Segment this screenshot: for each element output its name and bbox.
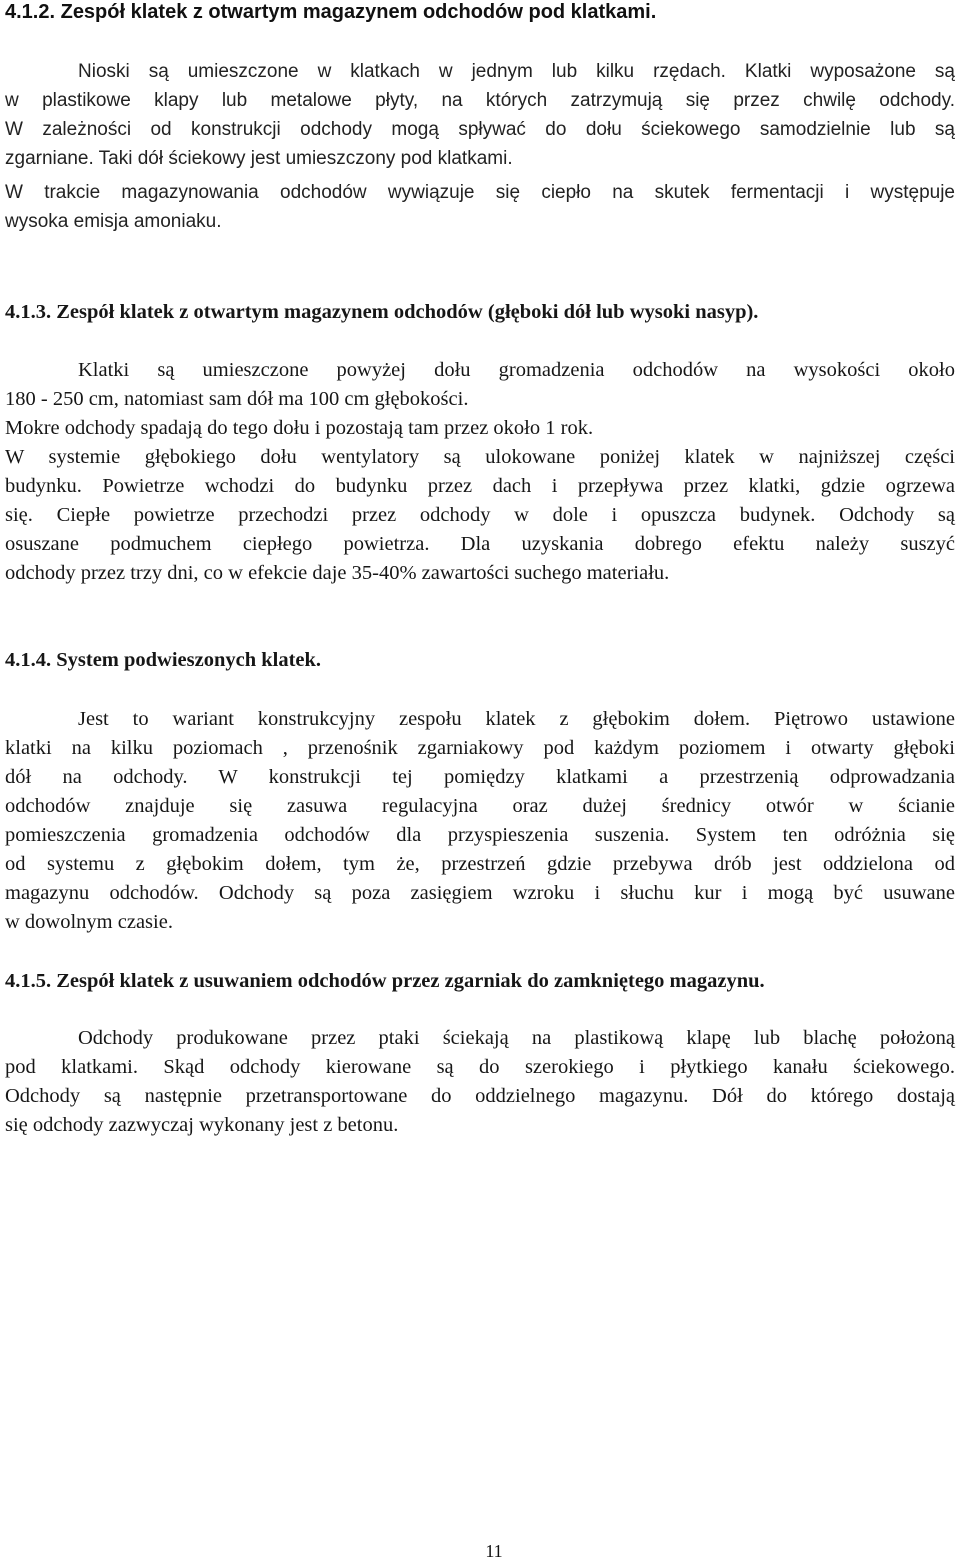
- section-heading-4-1-5: 4.1.5. Zespół klatek z usuwaniem odchodów przez zgarniak do zamkniętego magazynu.: [5, 970, 765, 992]
- section-heading-4-1-3: 4.1.3. Zespół klatek z otwartym magazynem odchodów (głęboki dół lub wysoki nasyp).: [5, 301, 759, 323]
- text-line: pomieszczenia gromadzenia odchodów dla przyspieszenia suszenia. System ten odróżnia się: [5, 824, 955, 846]
- text-line: budynku. Powietrze wchodzi do budynku przez dach i przepływa przez klatki, gdzie ogrzewa: [5, 475, 955, 497]
- text-line: dół na odchody. W konstrukcji tej pomiędzy klatkami a przestrzenią odprowadzania: [5, 766, 955, 788]
- text-line: Odchody produkowane przez ptaki ściekają na plastikową klapę lub blachę położoną: [78, 1027, 955, 1049]
- text-line: w plastikowe klapy lub metalowe płyty, na których zatrzymują się przez chwilę odchody.: [5, 90, 955, 111]
- section-heading-4-1-2: 4.1.2. Zespół klatek z otwartym magazynem odchodów pod klatkami.: [5, 1, 657, 23]
- text-line: w dowolnym czasie.: [5, 911, 173, 933]
- section-4-1-2-paragraph-1: [5, 57, 955, 173]
- text-line: od systemu z głębokim dołem, tym że, przestrzeń gdzie przebywa drób jest oddzielona od: [5, 853, 955, 875]
- page-number: 11: [485, 1541, 503, 1561]
- text-line: Jest to wariant konstrukcyjny zespołu klatek z głębokim dołem. Piętrowo ustawione: [78, 708, 955, 730]
- text-line: Klatki są umieszczone powyżej dołu gromadzenia odchodów na wysokości około: [78, 359, 955, 381]
- text-line: klatki na kilku poziomach , przenośnik zgarniakowy pod każdym poziomem i otwarty głęboki: [5, 737, 955, 759]
- text-line: osuszane podmuchem ciepłego powietrza. Dla uzyskania dobrego efektu należy suszyć: [5, 533, 955, 555]
- section-4-1-2-paragraph-2: [5, 178, 955, 236]
- text-line: odchody przez trzy dni, co w efekcie daje 35-40% zawartości suchego materiału.: [5, 562, 670, 584]
- text-line: zgarniane. Taki dół ściekowy jest umieszczony pod klatkami.: [5, 148, 513, 169]
- text-line: magazynu odchodów. Odchody są poza zasięgiem wzroku i słuchu kur i mogą być usuwane: [5, 882, 955, 904]
- text-line: 180 - 250 cm, natomiast sam dół ma 100 cm głębokości.: [5, 388, 469, 410]
- section-heading-4-1-4: 4.1.4. System podwieszonych klatek.: [5, 649, 322, 671]
- text-line: wysoka emisja amoniaku.: [5, 211, 222, 232]
- text-line: Odchody są następnie przetransportowane do oddzielnego magazynu. Dół do którego dostają: [5, 1085, 955, 1107]
- text-line: się odchody zazwyczaj wykonany jest z betonu.: [5, 1114, 399, 1136]
- section-4-1-3-paragraph-1: [5, 356, 955, 588]
- text-line: Mokre odchody spadają do tego dołu i pozostają tam przez około 1 rok.: [5, 417, 594, 439]
- text-line: odchodów znajduje się zasuwa regulacyjna oraz dużej średnicy otwór w ścianie: [5, 795, 955, 817]
- text-line: W systemie głębokiego dołu wentylatory są ulokowane poniżej klatek w najniższej części: [5, 446, 955, 468]
- section-4-1-5-paragraph-1: [5, 1024, 955, 1140]
- text-line: się. Ciepłe powietrze przechodzi przez odchody w dole i opuszcza budynek. Odchody są: [5, 504, 955, 526]
- text-line: W zależności od konstrukcji odchody mogą spływać do dołu ściekowego samodzielnie lub są: [5, 119, 955, 140]
- section-4-1-4-paragraph-1: [5, 705, 955, 937]
- text-line: Nioski są umieszczone w klatkach w jednym lub kilku rzędach. Klatki wyposażone są: [78, 61, 955, 82]
- text-line: W trakcie magazynowania odchodów wywiązuje się ciepło na skutek fermentacji i występuje: [5, 182, 955, 203]
- text-line: pod klatkami. Skąd odchody kierowane są do szerokiego i płytkiego kanału ściekowego.: [5, 1056, 955, 1078]
